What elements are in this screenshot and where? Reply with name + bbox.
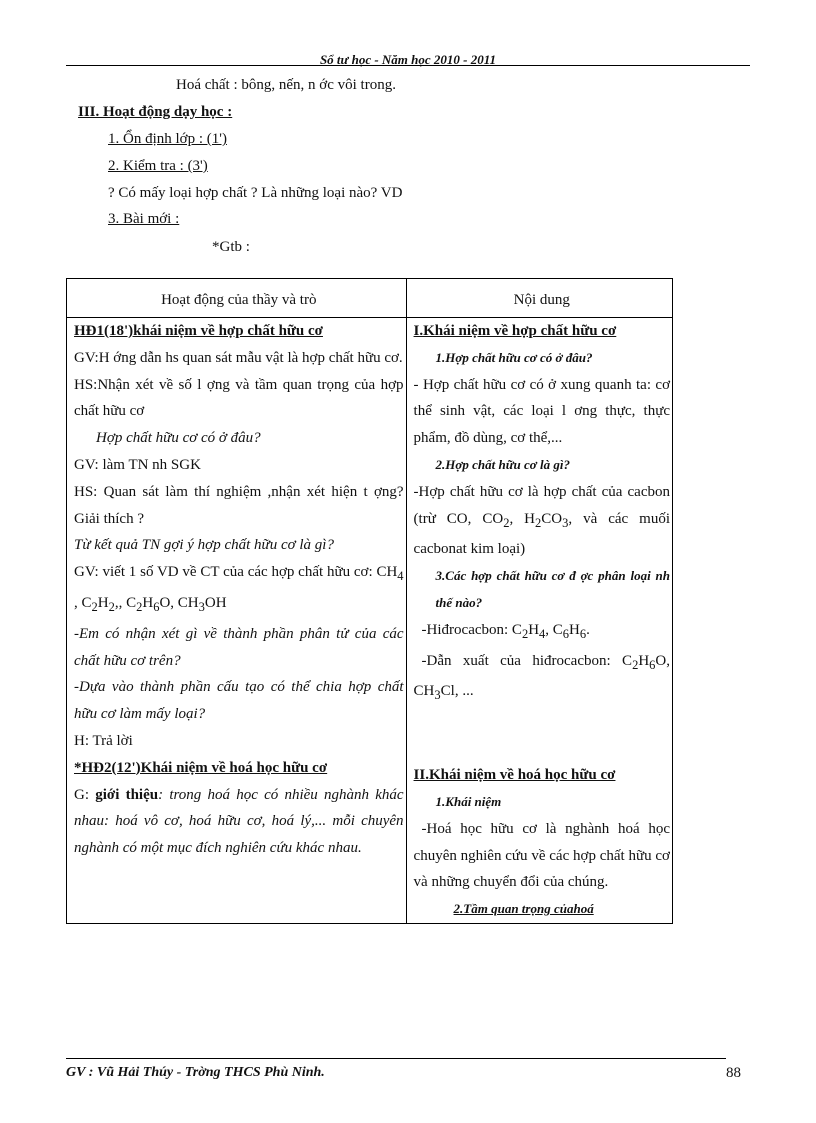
- step-2: 2. Kiểm tra : (3'): [108, 158, 208, 174]
- section-3-heading: III. Hoạt động dạy học :: [78, 104, 233, 120]
- content-column: [406, 318, 672, 924]
- step-3: 3. Bài mới :: [108, 211, 180, 227]
- content-3: -Hiđrocacbon: $C_2H_4$, $C_6H_6$.: [421, 621, 590, 641]
- lesson-table: [66, 278, 673, 924]
- footer-divider: [66, 1058, 726, 1059]
- left-line-2: HS:Nhận xét về số l ợng và tầm quan trọng của hợp chất hữu cơ: [74, 376, 404, 420]
- page-number: 88: [726, 1065, 741, 1081]
- left-line-11: G: giới thiệu: trong hoá học có nhiều nghành khác nhau: hoá vô cơ, hoá hữu cơ, hoá lý,... mỗi chuyên nghành có một mục đích nghiên cứu khác nhau.: [74, 786, 404, 857]
- subhead-5: 2.Tầm quan trọng củahoá: [453, 901, 594, 917]
- teacher-student-column: [67, 318, 407, 924]
- left-line-1: GV:H ớng dẫn hs quan sát mẫu vật là hợp chất hữu cơ.: [74, 349, 403, 366]
- content-2: -Hợp chất hữu cơ là hợp chất của cacbon (trừ CO, $CO_2$, $H_2CO_3$, và các muối cacbonat kim loại): [413, 483, 670, 558]
- content-4: -Dẫn xuất của hiđrocacbon: $C_2H_6O$, $CH_3Cl$, ...: [413, 652, 670, 703]
- footer-author: GV : Vũ Hải Thúy - Trờng THCS Phù Ninh.: [66, 1065, 325, 1080]
- gtb-label: *Gtb :: [212, 239, 250, 255]
- left-line-7: GV: viết 1 số VD về CT của các hợp chất hữu cơ: $CH_4$ , $C_2H_2$,, $C_2H_6O$, $CH_3OH$: [74, 564, 404, 614]
- col2-header: Nội dung: [406, 279, 672, 318]
- header-divider: [66, 65, 750, 66]
- left-line-5: HS: Quan sát làm thí nghiệm ,nhận xét hiện t ợng? Giải thích ?: [74, 483, 404, 527]
- left-line-9: -Dựa vào thành phần cấu tạo có thể chia hợp chất hữu cơ làm mấy loại?: [74, 679, 404, 723]
- section-2-title: II.Khái niệm về hoá học hữu cơ: [413, 767, 616, 784]
- left-line-4: GV: làm TN nh SGK: [74, 456, 201, 473]
- chemicals-line: Hoá chất : bông, nến, n ớc vôi trong.: [176, 77, 396, 93]
- check-question: ? Có mấy loại hợp chất ? Là những loại nào? VD: [108, 185, 403, 201]
- subhead-3: 3.Các hợp chất hữu cơ đ ợc phân loại nh thế nào?: [435, 568, 670, 610]
- step-1: 1. Ổn định lớp : (1'): [108, 131, 227, 147]
- hd1-title: HĐ1(18')khái niệm về hợp chất hữu cơ: [74, 323, 323, 339]
- left-line-8: -Em có nhận xét gì về thành phần phân tử của các chất hữu cơ trên?: [74, 625, 404, 669]
- left-line-6: Từ kết quả TN gợi ý hợp chất hữu cơ là gì?: [74, 537, 334, 554]
- subhead-2: 2.Hợp chất hữu cơ là gì?: [435, 456, 570, 472]
- spacer: [414, 709, 670, 762]
- page-header: Sổ tư học - Năm học 2010 - 2011: [319, 52, 497, 67]
- content-5: -Hoá học hữu cơ là nghành hoá học chuyên nghiên cứu về các hợp chất hữu cơ và những chuyển đổi của chúng.: [413, 820, 670, 891]
- section-1-title: I.Khái niệm về hợp chất hữu cơ: [413, 323, 617, 339]
- subhead-4: 1.Khái niệm: [435, 793, 502, 809]
- hd2-title: *HĐ2(12')Khái niệm về hoá học hữu cơ: [74, 759, 328, 776]
- left-line-10: H: Trả lời: [74, 732, 133, 749]
- col1-header: Hoạt động của thầy và trò: [67, 279, 407, 318]
- content-1: - Hợp chất hữu cơ có ở xung quanh ta: cơ thể sinh vật, các loại l ơng thực, thực phẩm, đồ dùng, cơ thể,...: [413, 376, 670, 447]
- subhead-1: 1.Hợp chất hữu cơ có ở đâu?: [435, 349, 593, 365]
- left-line-3: Hợp chất hữu cơ có ở đâu?: [96, 430, 261, 447]
